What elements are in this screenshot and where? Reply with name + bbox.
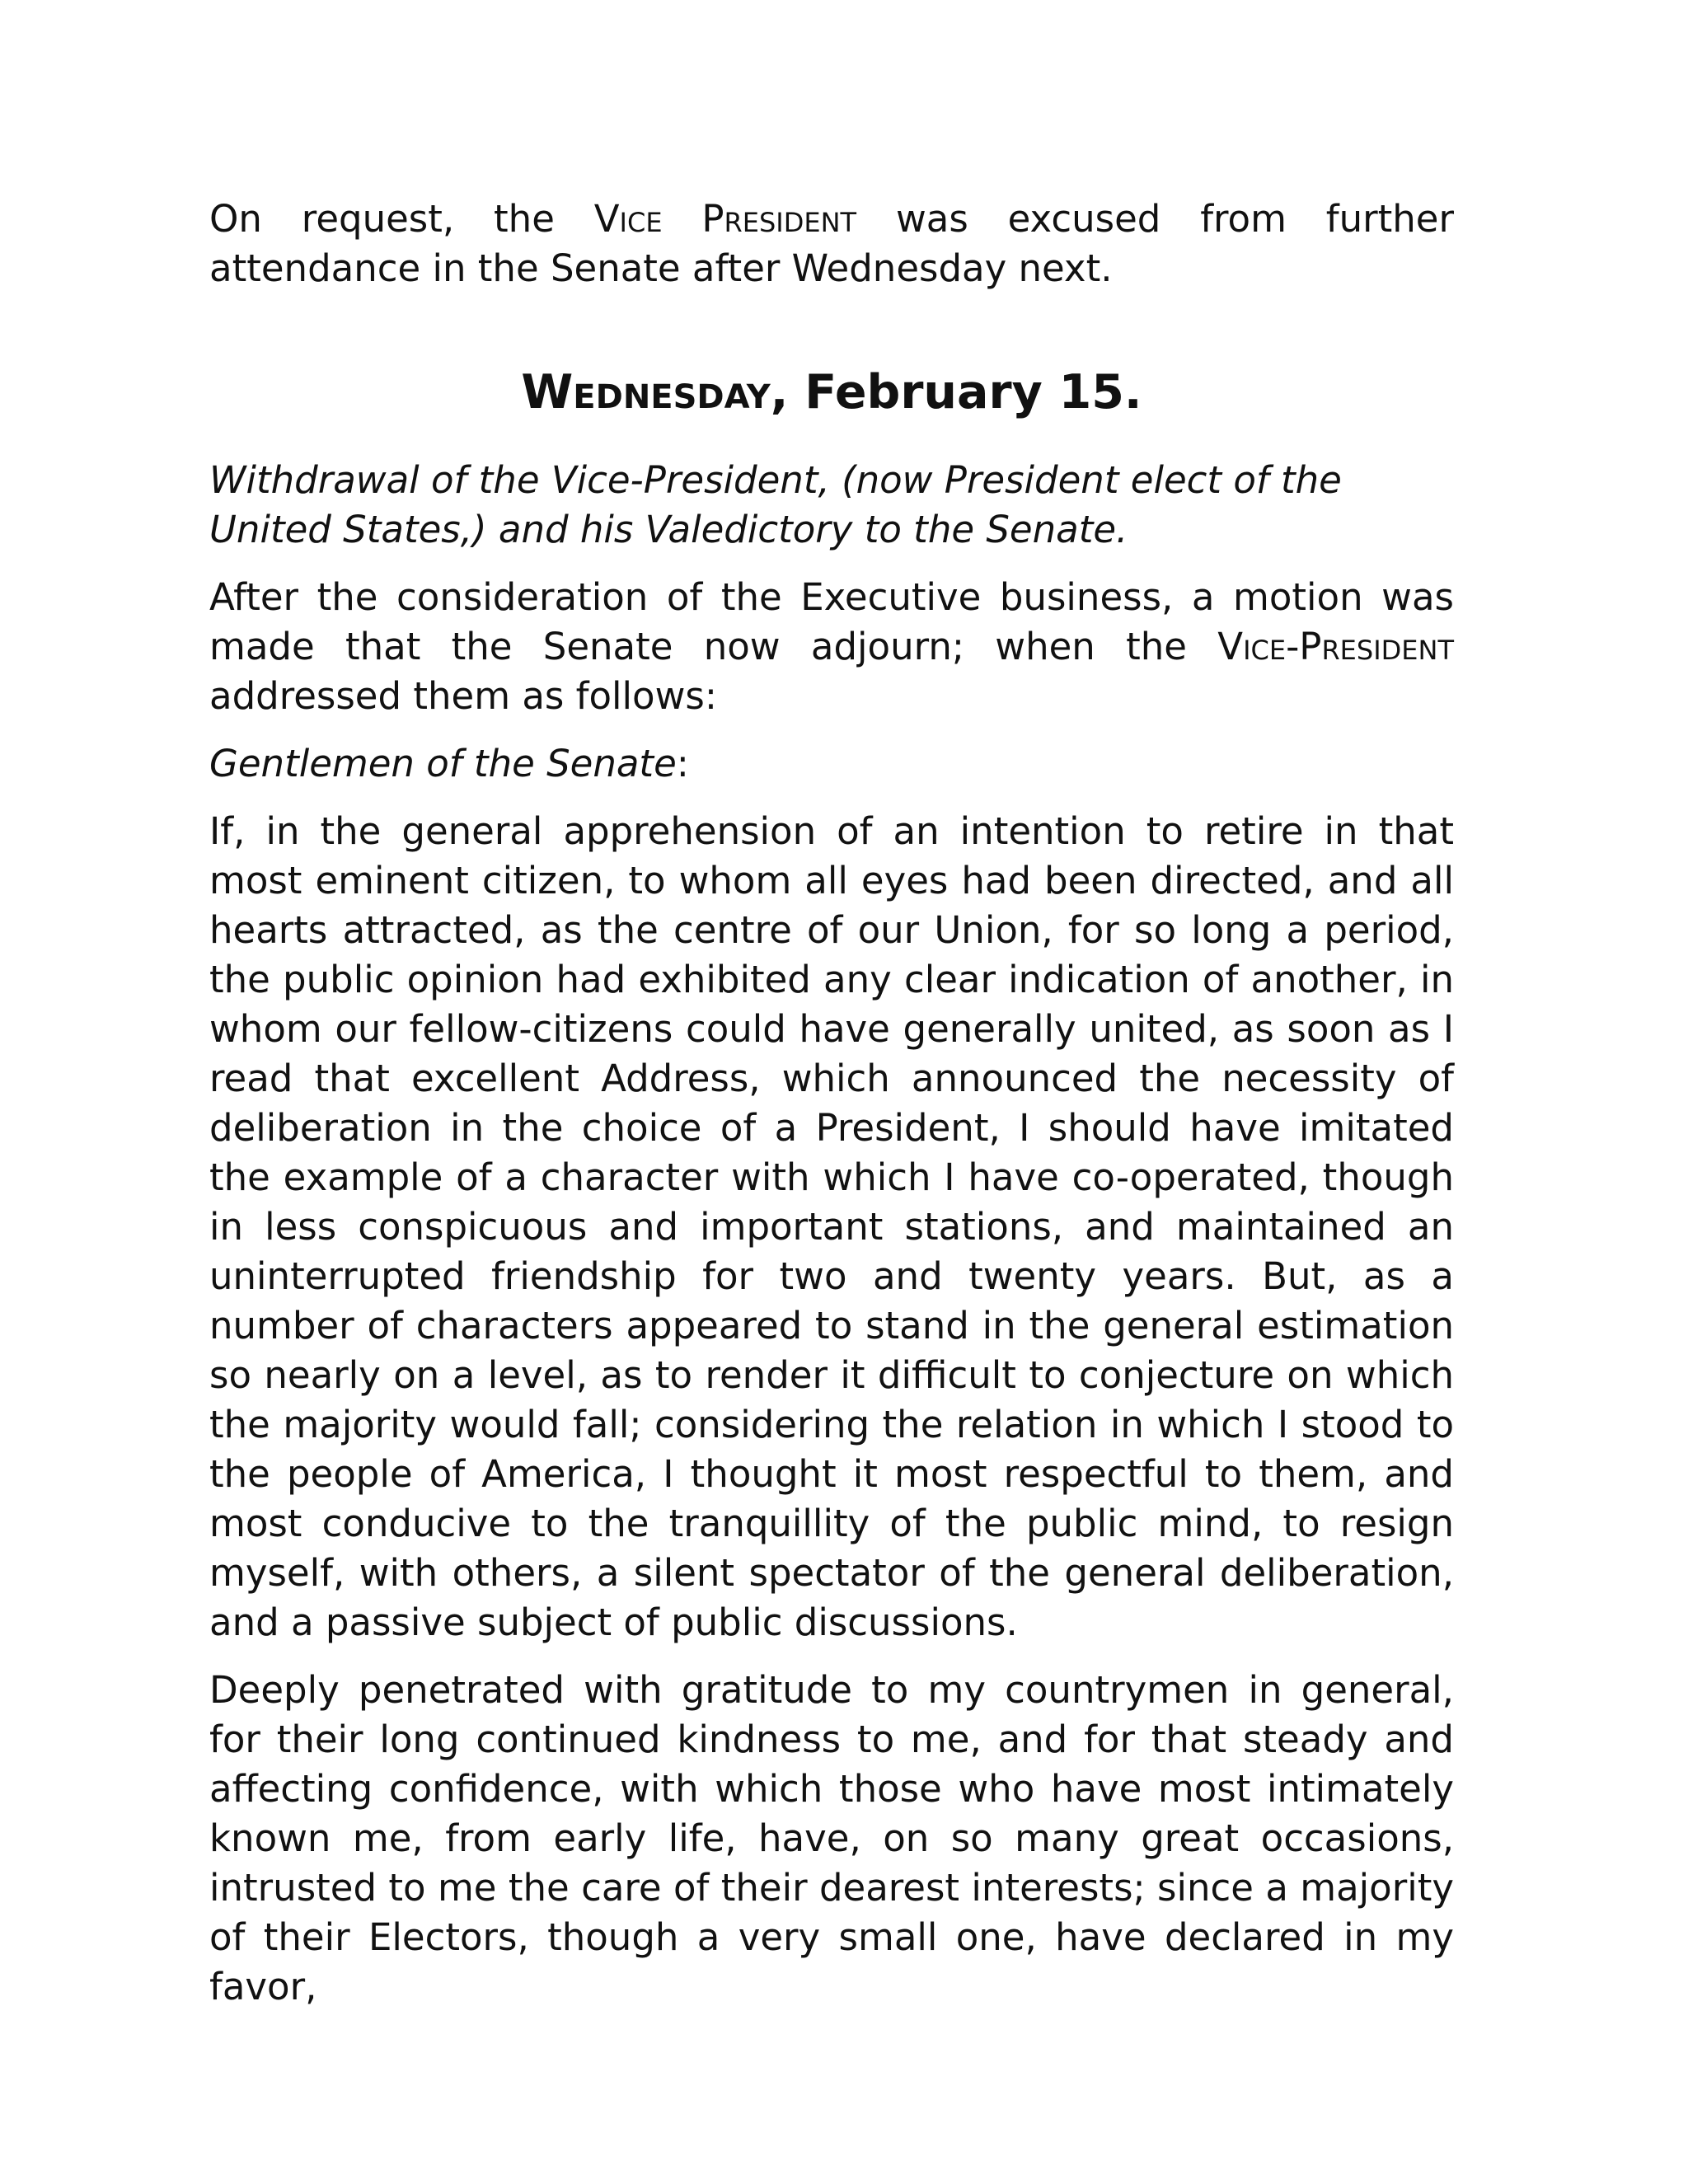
motion-vice-president-title: Vice-President (1217, 625, 1454, 668)
address-paragraph-1: If, in the general apprehension of an intention to retire in that most eminent citizen, to whom all eyes had been directed, and all hearts attracted, as the centre of our Union, for so long a period, the public opinion had exhibited any clear indication of another, in whom our fellow-citizens could have generally united, as soon as I read that excellent Address, which announced the necessity of deliberation in the choice of a President, I should have imitated the example of a character with which I have co-operated, though in less conspicuous and important stations, and maintained an uninterrupted friendship for two and twenty years. But, as a number of characters appeared to stand in the general estimation so nearly on a level, as to render it difficult to conjecture on which the majority would fall; considering the relation in which I stood to the people of America, I thought it most respectful to them, and most conducive to the tranquillity of the public mind, to resign myself, with others, a silent spectator of the general deliberation, and a passive subject of public discussions. (209, 809, 1454, 1644)
intro-paragraph (209, 194, 1454, 293)
motion-text-before: After the consideration of the Executive business, a motion was made that the Senate now adjourn; when the (209, 575, 1454, 668)
intro-text-after: was excused from further attendance in the Senate after Wednesday next. (209, 197, 1454, 290)
vice-president-title: Vice President (593, 197, 857, 241)
intro-text-before: On request, the (209, 197, 594, 241)
heading-day: Wednesday (521, 365, 771, 419)
salutation-punct: : (676, 742, 689, 785)
heading-date: , February 15. (770, 365, 1142, 419)
salutation-text: Gentlemen of the Senate (209, 742, 677, 785)
document-page (209, 194, 1454, 2012)
section-subheading: Withdrawal of the Vice-President, (now President elect of the United States,) and his Valedictory to the Senate. (209, 458, 1342, 551)
motion-text-after: addressed them as follows: (209, 674, 717, 718)
motion-paragraph (209, 573, 1454, 721)
address-paragraph-2: Deeply penetrated with gratitude to my countrymen in general, for their long continued kindness to me, and for that steady and affecting confidence, with which those who have most intimately known me, from early life, have, on so many great occasions, intrusted to me the care of their dearest interests; since a majority of their Electors, though a very small one, have declared in my favor, (209, 1668, 1454, 2008)
salutation (209, 739, 1454, 789)
date-heading (209, 363, 1454, 421)
